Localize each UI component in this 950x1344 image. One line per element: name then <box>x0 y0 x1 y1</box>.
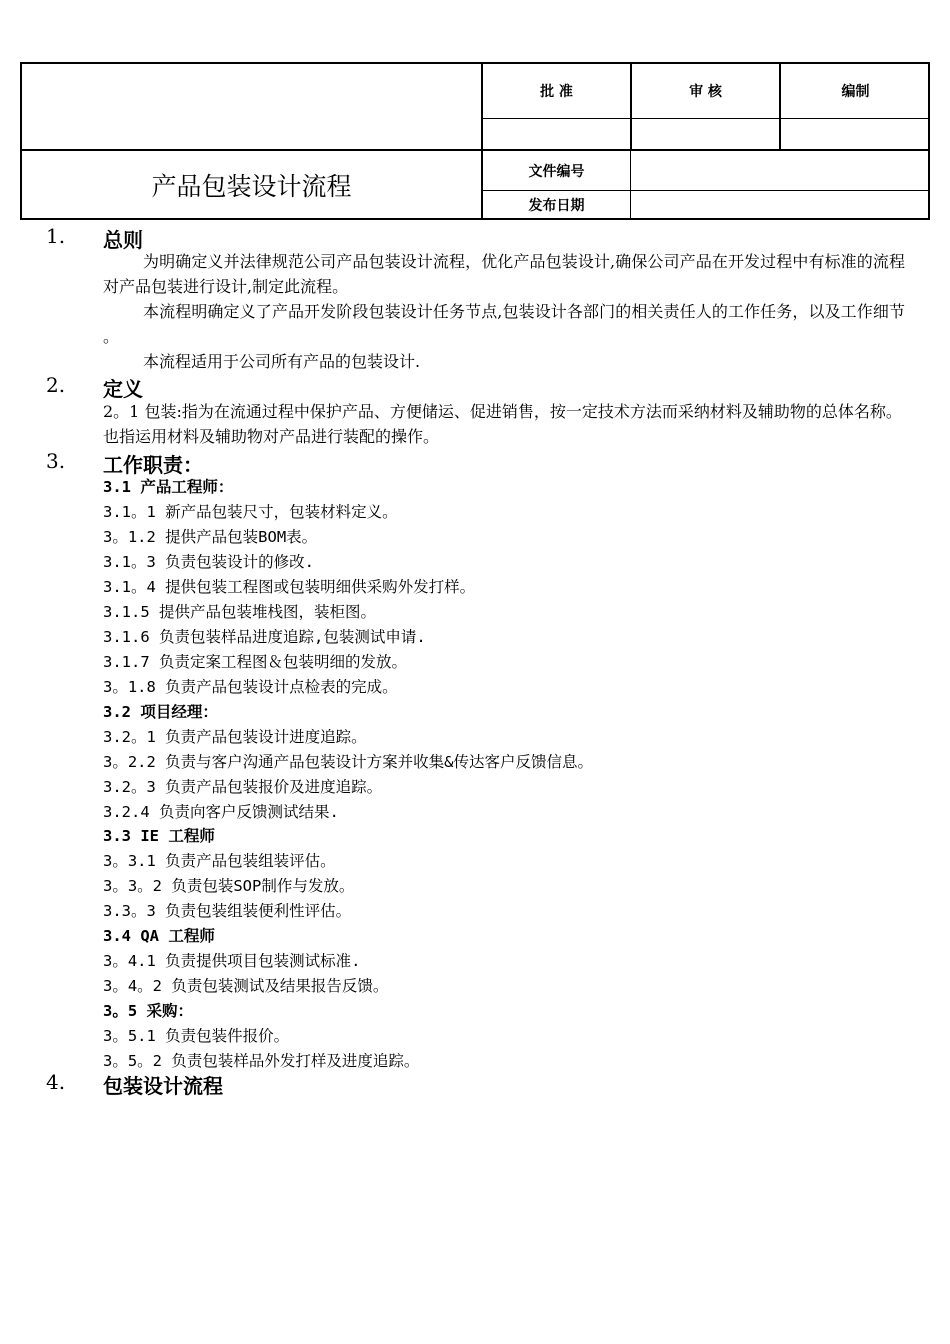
list-item: 3。1.8 负责产品包装设计点检表的完成。 <box>103 678 398 696</box>
document-title: 产品包装设计流程 <box>151 171 352 201</box>
section-number: 4. <box>46 1070 66 1094</box>
section-number: 2. <box>46 373 66 397</box>
list-item: 3。3.1 负责产品包装组装评估。 <box>103 852 336 870</box>
file-number-label: 文件编号 <box>528 163 585 180</box>
section-1-paragraph-3: 本流程适用于公司所有产品的包装设计. <box>143 352 421 371</box>
section-1-paragraph-1: 为明确定义并法律规范公司产品包装设计流程，优化产品包装设计,确保公司产品在开发过程中有标准的流程对产品包装进行设计,制定此流程。 <box>103 252 905 296</box>
list-item: 3。1.2 提供产品包装BOM表。 <box>103 528 318 546</box>
list-item: 3.1.7 负责定案工程图＆包装明细的发放。 <box>103 653 407 671</box>
subsection-heading: 3.4 QA 工程师 <box>103 927 215 945</box>
list-item: 3.1.5 提供产品包装堆栈图，装柜图。 <box>103 603 376 621</box>
list-item: 3.2。1 负责产品包装设计进度追踪。 <box>103 728 367 746</box>
list-item: 3.1。4 提供包装工程图或包装明细供采购外发打样。 <box>103 578 476 596</box>
divider <box>481 118 930 119</box>
section-title: 包装设计流程 <box>103 1074 223 1098</box>
subsection-heading: 3.3 IE 工程师 <box>103 827 215 845</box>
subsection-heading: 3.2 项目经理： <box>103 703 218 721</box>
section-1-paragraph-2: 本流程明确定义了产品开发阶段包装设计任务节点,包装设计各部门的相关责任人的工作任务，以及工作细节 。 <box>103 302 905 346</box>
subsection-heading: 3。5 采购： <box>103 1002 193 1020</box>
list-item: 3.2.4 负责向客户反馈测试结果. <box>103 803 339 821</box>
compile-label: 编制 <box>841 84 870 100</box>
divider <box>630 150 631 218</box>
header-table <box>20 62 930 220</box>
list-item: 3。2.2 负责与客户沟通产品包装设计方案并收集&传达客户反馈信息。 <box>103 753 593 771</box>
list-item: 3.1。3 负责包装设计的修改. <box>103 553 314 571</box>
list-item: 3。5.1 负责包装件报价。 <box>103 1027 290 1045</box>
section-2-paragraph-1: 2。1 包装:指为在流通过程中保护产品、方便储运、促进销售，按一定技术方法而采纳材料及辅助物的总体名称。也指运用材料及辅助物对产品进行装配的操作。 <box>103 402 902 446</box>
release-date-label: 发布日期 <box>528 197 585 214</box>
subsection-heading: 3.1 产品工程师： <box>103 478 234 496</box>
list-item: 3.2。3 负责产品包装报价及进度追踪。 <box>103 778 383 796</box>
approve-label: 批 准 <box>540 84 573 100</box>
list-item: 3.1。1 新产品包装尺寸，包装材料定义。 <box>103 503 398 521</box>
section-number: 1. <box>46 224 66 248</box>
section-title: 工作职责： <box>103 453 203 477</box>
section-title: 定义 <box>103 377 143 401</box>
list-item: 3。4。2 负责包装测试及结果报告反馈。 <box>103 977 389 995</box>
list-item: 3。5。2 负责包装样品外发打样及进度追踪。 <box>103 1052 420 1070</box>
section-title: 总则 <box>103 228 143 252</box>
list-item: 3.1.6 负责包装样品进度追踪,包装测试申请. <box>103 628 426 646</box>
list-item: 3。3。2 负责包装SOP制作与发放。 <box>103 877 355 895</box>
section-number: 3. <box>46 449 66 473</box>
list-item: 3。4.1 负责提供项目包装测试标准. <box>103 952 361 970</box>
review-label: 审 核 <box>689 84 722 100</box>
list-item: 3.3。3 负责包装组装便利性评估。 <box>103 902 352 920</box>
